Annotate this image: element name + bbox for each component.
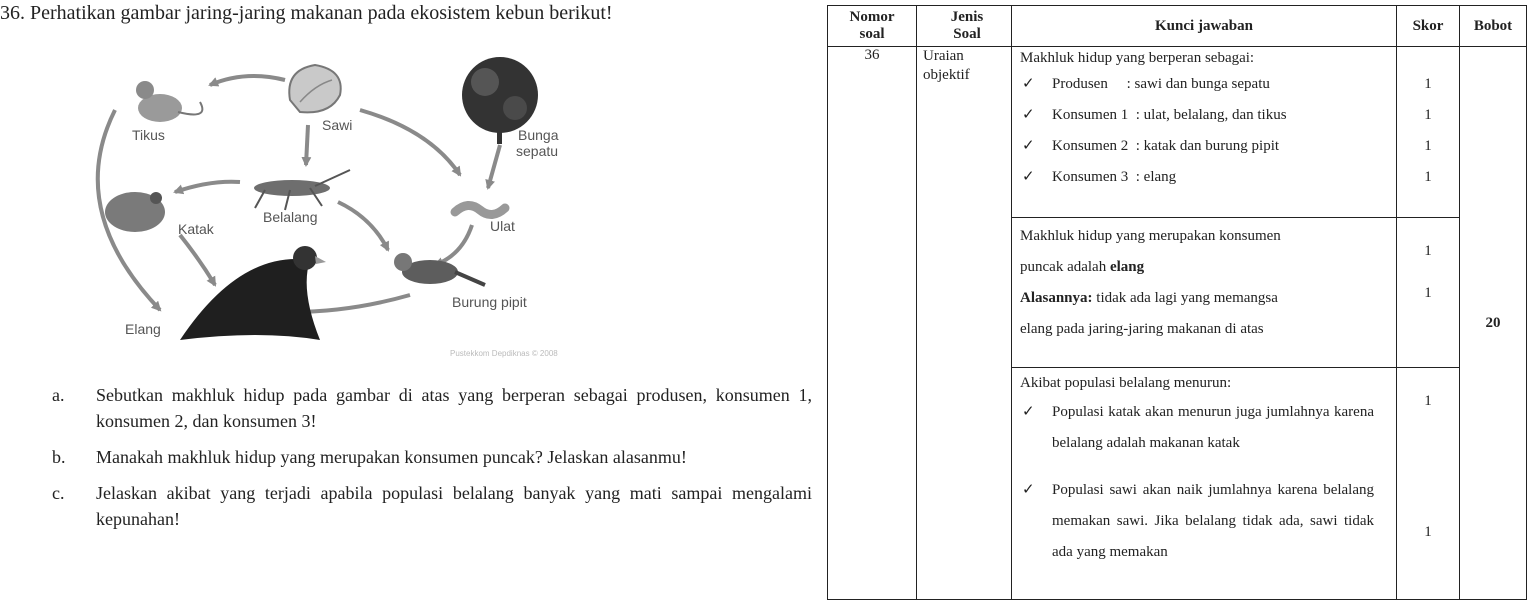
section-a-item (1020, 100, 1390, 131)
cell-kunci-c (1012, 367, 1397, 599)
skor-value: 1 (1424, 523, 1432, 540)
table-header-row (828, 6, 1527, 47)
question-item-b (52, 444, 812, 470)
food-web-diagram (60, 40, 600, 370)
cell-jenis (917, 47, 1012, 600)
header-jenis-line2: Soal (953, 26, 981, 42)
jenis-line2: objektif (923, 67, 970, 83)
tikus-icon (136, 81, 202, 122)
question-title: 36. Perhatikan gambar jaring-jaring makanan pada ekosistem kebun berikut! (0, 2, 613, 24)
arrow-ulat-burung (435, 225, 472, 265)
header-kunci: Kunci jawaban (1012, 6, 1397, 47)
burung-pipit-icon (394, 253, 485, 285)
header-bobot: Bobot (1460, 6, 1527, 47)
skor-value: 1 (1424, 392, 1432, 409)
belalang-icon (254, 170, 350, 210)
question-items (52, 382, 812, 542)
arrow-sawi-ulat (360, 110, 460, 175)
section-b-line2-text: puncak adalah (1020, 259, 1110, 276)
section-a-item (1020, 69, 1390, 100)
section-a-item-text: Produsen : sawi dan bunga sepatu (1052, 76, 1270, 92)
cell-skor-c (1397, 367, 1460, 599)
label-sawi: Sawi (322, 117, 353, 133)
figure-credit: Pustekkom Depdiknas © 2008 (450, 349, 558, 358)
arrow-belalang-katak (175, 182, 240, 192)
section-a-item (1020, 131, 1390, 162)
answer-key-table (827, 5, 1527, 600)
header-jenis (917, 6, 1012, 47)
section-b-line3 (1020, 283, 1390, 314)
label-elang: Elang (125, 321, 161, 337)
table-row (828, 47, 1527, 218)
question-text: Sebutkan makhluk hidup pada gambar di atas yang berperan sebagai produsen, konsumen 1, konsumen 2, dan konsumen 3! (96, 385, 812, 431)
arrow-bunga-ulat (488, 145, 500, 188)
section-b-line3-text: tidak ada lagi yang memangsa (1092, 290, 1278, 307)
check-icon: ✓ (1022, 169, 1035, 185)
section-a-item (1020, 162, 1390, 193)
skor-value: 1 (1424, 169, 1432, 185)
question-text: Manakah makhluk hidup yang merupakan konsumen puncak? Jelaskan alasanmu! (96, 447, 687, 467)
question-item-c (52, 480, 812, 532)
question-text: Jelaskan akibat yang terjadi apabila populasi belalang banyak yang mati sampai mengalami kepunahan! (96, 483, 812, 529)
nomor-value: 36 (864, 47, 880, 63)
skor-value: 1 (1424, 107, 1432, 123)
header-nomor-line2: soal (859, 26, 885, 42)
cell-kunci-a (1012, 47, 1397, 218)
section-b-answer: elang (1109, 259, 1145, 276)
section-c-intro: Akibat populasi belalang menurun: (1020, 374, 1232, 391)
header-jenis-line1: Jenis (950, 9, 984, 25)
ulat-icon (455, 205, 505, 214)
skor-value: 1 (1424, 138, 1432, 154)
food-web-figure (60, 40, 600, 370)
section-c-item-text: Populasi sawi akan naik jumlahnya karena belalang memakan sawi. Jika belalang tidak ada, sawi tidak ada yang memakan (1052, 481, 1374, 560)
label-sepatu: sepatu (516, 143, 559, 159)
header-skor: Skor (1397, 6, 1460, 47)
elang-icon (180, 246, 326, 340)
section-b-line4: elang pada jaring-jaring makanan di atas (1020, 321, 1264, 338)
arrow-sawi-belalang (306, 125, 308, 165)
skor-value: 1 (1424, 243, 1432, 260)
question-item-a (52, 382, 812, 434)
header-nomor-line1: Nomor (849, 9, 895, 25)
check-icon: ✓ (1022, 481, 1035, 498)
jenis-line1: Uraian (923, 48, 964, 64)
cell-skor-a (1397, 47, 1460, 218)
question-letter: a. (52, 385, 65, 405)
section-b-line1: Makhluk hidup yang merupakan konsumen (1020, 228, 1281, 245)
skor-value: 1 (1424, 76, 1432, 92)
section-a-item-text: Konsumen 1 : ulat, belalang, dan tikus (1052, 107, 1287, 123)
check-icon: ✓ (1022, 76, 1035, 92)
katak-icon (105, 192, 165, 232)
check-icon: ✓ (1022, 107, 1035, 123)
label-katak: Katak (178, 221, 214, 237)
question-letter: b. (52, 447, 66, 467)
section-a-intro: Makhluk hidup yang berperan sebagai: (1020, 50, 1255, 66)
arrow-belalang-burung (338, 202, 388, 250)
sawi-icon (289, 65, 340, 112)
check-icon: ✓ (1022, 138, 1035, 154)
arrow-sawi-tikus (210, 76, 285, 85)
cell-kunci-b (1012, 218, 1397, 368)
skor-value: 1 (1424, 285, 1432, 302)
header-nomor (828, 6, 917, 47)
cell-skor-b (1397, 218, 1460, 368)
section-a-item-text: Konsumen 2 : katak dan burung pipit (1052, 138, 1280, 154)
cell-nomor (828, 47, 917, 600)
label-bunga: Bunga (518, 127, 559, 143)
arrow-katak-elang (180, 235, 215, 285)
label-ulat: Ulat (490, 218, 515, 234)
section-c-item (1020, 475, 1374, 568)
section-c-item (1020, 397, 1374, 459)
label-belalang: Belalang (263, 209, 318, 225)
cell-bobot: 20 (1460, 47, 1527, 600)
label-burung-pipit: Burung pipit (452, 294, 527, 310)
section-a-item-text: Konsumen 3 : elang (1052, 169, 1177, 185)
section-b-reason-label: Alasannya: (1020, 290, 1093, 307)
question-letter: c. (52, 483, 65, 503)
section-c-item-text: Populasi katak akan menurun juga jumlahnya karena belalang adalah makanan katak (1052, 403, 1374, 451)
section-b-line2 (1020, 252, 1390, 283)
label-tikus: Tikus (132, 127, 165, 143)
check-icon: ✓ (1022, 403, 1035, 420)
